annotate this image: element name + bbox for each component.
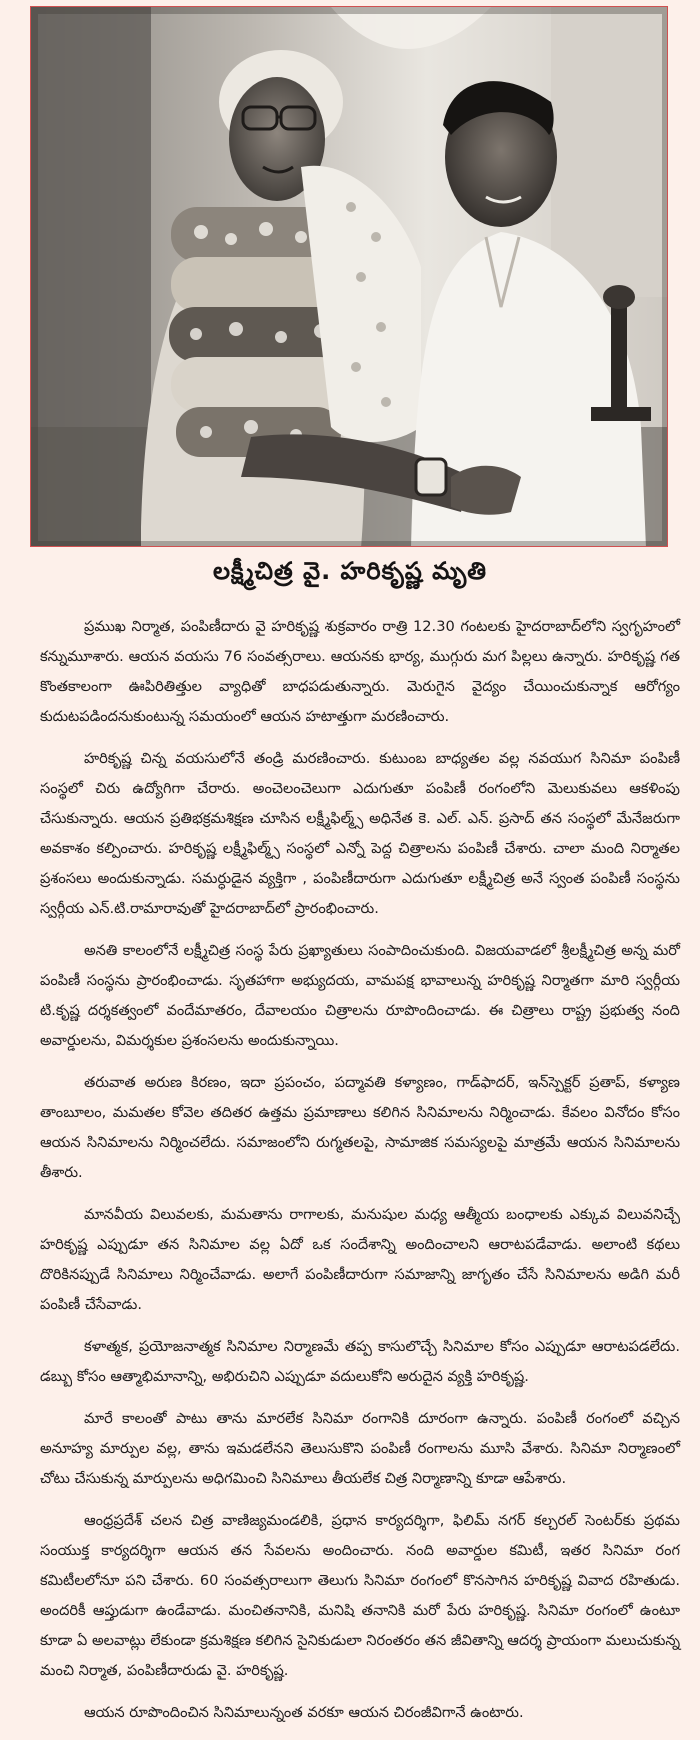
paragraph: ఆంధ్రప్రదేశ్ చలన చిత్ర వాణిజ్యమండలికి, ప్రధాన కార్యదర్శిగా, ఫిలిమ్ నగర్ కల్చరల్ సెంటర్‌కు ప్రథమ సంయుక్త కార్యదర్శిగా ఆయన తన సేవలను అందించారు. నంది అవార్డుల కమిటీ, ఇతర సినిమా రంగ కమిటీలలోనూ పని చేశారు. 60 సంవత్సరాలుగా తెలుగు సినిమా రంగంలో కొనసాగిన హరికృష్ణ వివాద రహితుడు. అందరికీ ఆప్తుడుగా ఉండేవాడు. మంచితనానికి, మనిషి తనానికి మరో పేరు హరికృష్ణ. సినిమా రంగంలో ఉంటూ కూడా ఏ అలవాట్లు లేకుండా క్రమశిక్షణ కలిగిన సైనికుడులా నిరంతరం తన జీవితాన్ని ఆదర్శ ప్రాయంగా మలుచుకున్న మంచి నిర్మాత, పంపిణీదారుడు వై. హరికృష్ణ. xyxy=(40,1512,680,1679)
paragraph: కళాత్మక, ప్రయోజనాత్మక సినిమాల నిర్మాణమే తప్ప కాసులొచ్చే సినిమాల కోసం ఎప్పుడూ ఆరాటపడలేదు. డబ్బు కోసం ఆత్మాభిమానాన్ని, అభిరుచిని ఎప్పుడూ వదులుకోని అరుదైన వ్యక్తి హరికృష్ణ. xyxy=(40,1338,680,1385)
paragraph: అనతి కాలంలోనే లక్ష్మీచిత్ర సంస్థ పేరు ప్రఖ్యాతులు సంపాదించుకుంది. విజయవాడలో శ్రీలక్ష్మీచిత్ర అన్న మరో పంపిణీ సంస్థను ప్రారంభించాడు. సృతహాగా అభ్యుదయ, వామపక్ష భావాలున్న హరికృష్ణ నిర్మాతగా మారి స్వర్గీయ టి.కృష్ణ దర్శకత్వంలో వందేమాతరం, దేవాలయం చిత్రాలను రూపొందించాడు. ఈ చిత్రాలు రాష్ట్ర ప్రభుత్వ నంది అవార్డులను, విమర్శకుల ప్రశంసలను అందుకున్నాయి. xyxy=(40,942,680,1049)
photo-two-men-with-garlands xyxy=(31,7,668,547)
article-title: లక్ష్మీచిత్ర వై. హరికృష్ణ మృతి xyxy=(212,557,487,585)
paragraph: ఆయన రూపొందించిన సినిమాలున్నంత వరకూ ఆయన చిరంజీవిగానే ఉంటారు. xyxy=(84,1704,524,1721)
article-photo xyxy=(30,6,668,547)
article-body xyxy=(40,612,680,1740)
paragraph: తరువాత అరుణ కిరణం, ఇదా ప్రపంచం, పద్మావతి కళ్యాణం, గాడ్‌ఫాదర్, ఇన్‌స్పెక్టర్ ప్రతాప్, కళ్యాణ తాంబూలం, మమతల కోవెల తదితర ఉత్తమ ప్రమాణాలు కలిగిన సినిమాలను నిర్మించాడు. కేవలం వినోదం కోసం ఆయన సినిమాలను నిర్మించలేదు. సమాజంలోని రుగ్మతలపై, సామాజిక సమస్యలపై మాత్రమే ఆయన సినిమాలను తీశారు. xyxy=(40,1074,680,1181)
paragraph: హరికృష్ణ చిన్న వయసులోనే తండ్రి మరణించారు. కుటుంబ బాధ్యతల వల్ల నవయుగ సినిమా పంపిణీ సంస్థలో చిరు ఉద్యోగిగా చేరారు. అంచెలంచెలుగా ఎదుగుతూ పంపిణీ రంగంలోని మెలుకువలు ఆకళింపు చేసుకున్నారు. ఆయన ప్రతిభక్రమశిక్షణ చూసిన లక్ష్మీఫిల్మ్స్ అధినేత కె. ఎల్. ఎన్. ప్రసాద్ తన సంస్థలో మేనేజరుగా అవకాశం కల్పించారు. హరికృష్ణ లక్ష్మీఫిల్మ్స్ సంస్థలో ఎన్నో పెద్ద చిత్రాలను పంపిణీ చేశారు. చాలా మంది నిర్మాతల ప్రశంసలు అందుకున్నాడు. సమర్ధుడైన వ్యక్తిగా , పంపిణీదారుగా ఎదుగుతూ లక్ష్మీచిత్ర అనే స్వంత పంపిణీ సంస్థను స్వర్గీయ ఎన్.టి.రామారావుతో హైదరాబాద్‌లో ప్రారంభించారు. xyxy=(40,750,680,917)
paragraph: మానవీయ విలువలకు, మమతాను రాగాలకు, మనుషుల మధ్య ఆత్మీయ బంధాలకు ఎక్కువ విలువనిచ్చే హరికృష్ణ ఎప్పుడూ తన సినిమాల వల్ల ఏదో ఒక సందేశాన్ని అందించాలని ఆరాటపడేవాడు. అలాంటి కథలు దొరికినప్పుడే సినిమాలు నిర్మించేవాడు. అలాగే పంపిణీదారుగా సమాజాన్ని జాగృతం చేసే సినిమాలను అడిగి మరీ పంపిణీ చేసేవాడు. xyxy=(40,1206,680,1313)
paragraph: మారే కాలంతో పాటు తాను మారలేక సినిమా రంగానికి దూరంగా ఉన్నారు. పంపిణీ రంగంలో వచ్చిన అనూహ్య మార్పుల వల్ల, తాను ఇమడలేనని తెలుసుకొని పంపిణీ రంగాలను మూసి వేశారు. సినిమా నిర్మాణంలో చోటు చేసుకున్న మార్పులను అధిగమించి సినిమాలు తీయలేక చిత్ర నిర్మాణాన్ని కూడా ఆపేశారు. xyxy=(40,1410,680,1487)
paragraph: ప్రముఖ నిర్మాత, పంపిణీదారు వై హరికృష్ణ శుక్రవారం రాత్రి 12.30 గంటలకు హైదరాబాద్‌లోని స్వగృహంలో కన్నుమూశారు. ఆయన వయసు 76 సంవత్సరాలు. ఆయనకు భార్య, ముగ్గురు మగ పిల్లలు ఉన్నారు. హరికృష్ణ గత కొంతకాలంగా ఊపిరితిత్తుల వ్యాధితో బాధపడుతున్నారు. మెరుగైన వైద్యం చేయించుకున్నాక ఆరోగ్యం కుదుటపడిందనుకుంటున్న సమయంలో ఆయన హటాత్తుగా మరణించారు. xyxy=(40,618,680,725)
